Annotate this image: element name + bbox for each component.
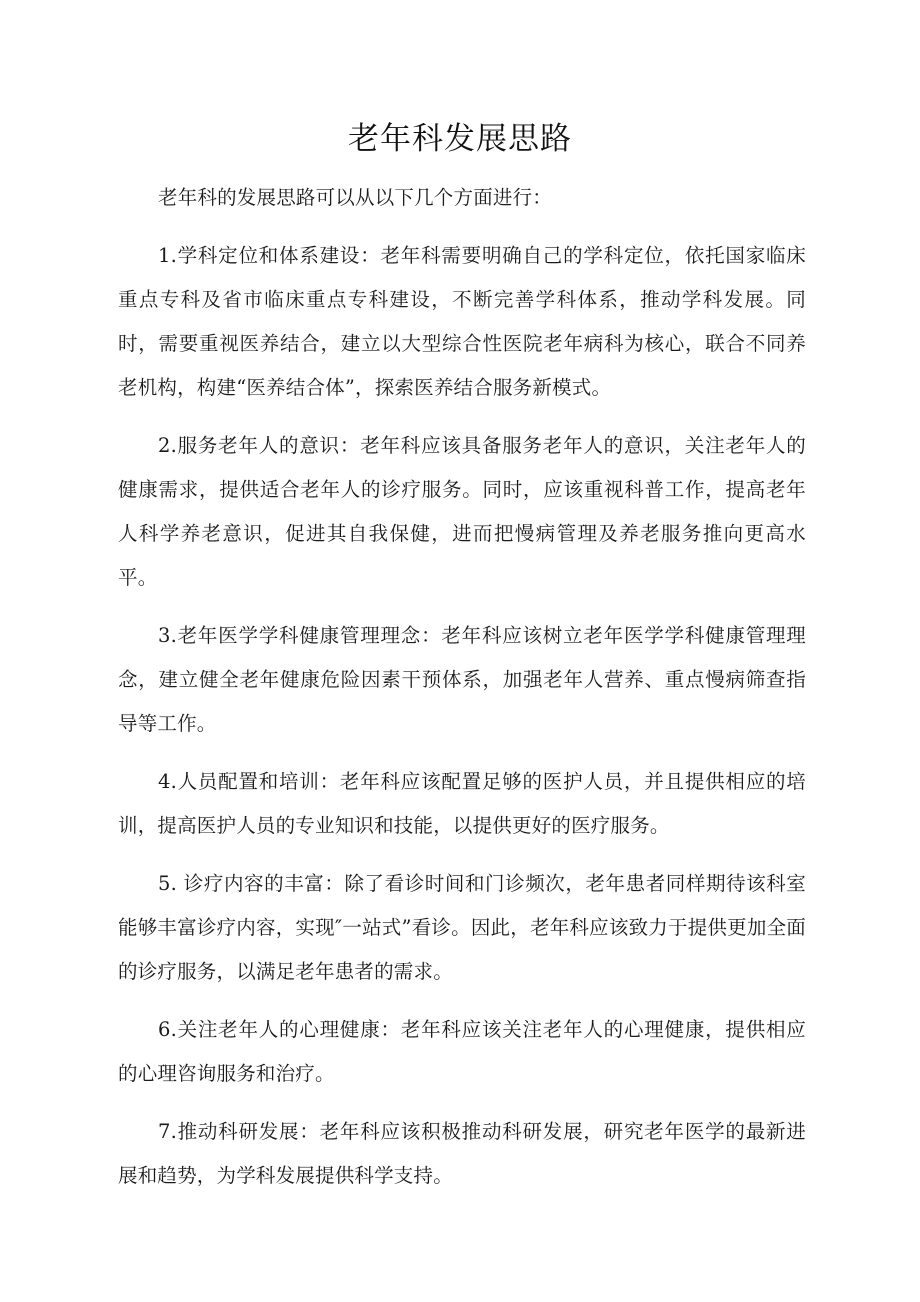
page-title: 老年科发展思路 xyxy=(348,121,572,157)
paragraph-7-research: 7.推动科研发展：老年科应该积极推动科研发展，研究老年医学的最新进展和趋势，为学科发展提供科学支持。 xyxy=(118,1120,806,1187)
paragraph-2-service-awareness: 2.服务老年人的意识：老年科应该具备服务老年人的意识，关注老年人的健康需求，提供适合老年人的诊疗服务。同时，应该重视科普工作，提高老年人科学养老意识，促进其自我保健，进而把慢病管理及养老服务推向更高水平。 xyxy=(118,434,806,589)
intro-paragraph: 老年科的发展思路可以从以下几个方面进行： xyxy=(158,186,553,209)
paragraph-1-discipline-positioning: 1.学科定位和体系建设：老年科需要明确自己的学科定位，依托国家临床重点专科及省市临床重点专科建设，不断完善学科体系，推动学科发展。同时，需要重视医养结合，建立以大型综合性医院老年病科为核心，联合不同养老机构，构建“医养结合体”，探索医养结合服务新模式。 xyxy=(118,244,806,399)
paragraph-5-diagnosis-content: 5. 诊疗内容的丰富：除了看诊时间和门诊频次，老年患者同样期待该科室能够丰富诊疗内容，实现″一站式”看诊。因此，老年科应该致力于提供更加全面的诊疗服务，以满足老年患者的需求。 xyxy=(118,872,806,983)
paragraph-4-staffing-training: 4.人员配置和培训：老年科应该配置足够的医护人员，并且提供相应的培训，提高医护人员的专业知识和技能，以提供更好的医疗服务。 xyxy=(118,770,806,837)
paragraph-3-health-management: 3.老年医学学科健康管理理念：老年科应该树立老年医学学科健康管理理念，建立健全老年健康危险因素干预体系，加强老年人营养、重点慢病筛查指导等工作。 xyxy=(118,624,806,735)
paragraph-6-mental-health: 6.关注老年人的心理健康：老年科应该关注老年人的心理健康，提供相应的心理咨询服务和治疗。 xyxy=(118,1018,806,1085)
document-body xyxy=(118,176,806,1198)
